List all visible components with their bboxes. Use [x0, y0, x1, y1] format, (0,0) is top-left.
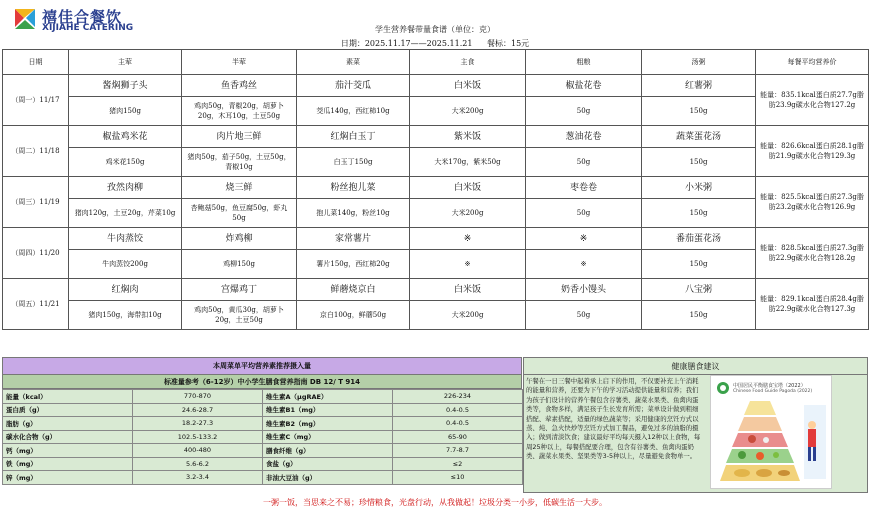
nutrient-name: 维生素C（mg） [263, 430, 393, 444]
dish-staple: ※ [410, 228, 526, 250]
dish-staple: 白米饭 [410, 279, 526, 301]
day-dish-row [3, 228, 869, 250]
ingredient-staple: 大米170g，紫米50g [410, 148, 526, 177]
ingredient-half-meat: 杏鲍菇50g，鱼豆腐50g，虾丸50g [182, 199, 297, 228]
dish-soup: 番茄蛋花汤 [642, 228, 756, 250]
day-nutrition: 能量：829.1kcal蛋白质28.4g脂肪22.9g碳水化合物127.3g [756, 279, 869, 330]
nutrient-name: 碳水化合物（g） [3, 430, 133, 444]
ingredient-vegetable: 薯片150g，西红柿20g [297, 250, 410, 279]
dish-main-meat: 牛肉蒸饺 [69, 228, 182, 250]
ingredient-half-meat: 鸡柳150g [182, 250, 297, 279]
advice-text: 午餐在一日三餐中起着承上启下的作用，不仅要补充上午消耗的能量和营养，还要为下午的学习活动提供能量和营养；我们为孩子们设计的营养午餐包含谷薯类、蔬菜水果类、鱼禽肉蛋类等，食物多样，满足孩子生长发育所需；菜单设计做到粗细搭配、荤素搭配，适量的绿色蔬菜等；采用健康的烹饪方式以蒸、炖、急火快炒等烹饪方式加工餐品，避免过多的油脂的摄入；做到清淡饮食；建议最好平均每天摄入12种以上食物，每周25种以上，每餐搭配要合理，包含有谷薯类、鱼禽肉蛋奶类、蔬菜水果类、坚果类等3-5种以上，尽量避免食物单一。 [526, 377, 701, 461]
nutrient-name: 非油大豆油（g） [263, 471, 393, 485]
ingredient-vegetable: 京白100g，鲜蘑50g [297, 301, 410, 330]
nutrient-panel-header: 本周菜单平均营养素推荐摄入量 [2, 357, 522, 375]
ingredient-coarse-grain: ※ [526, 250, 642, 279]
ingredient-main-meat: 牛肉蒸饺200g [69, 250, 182, 279]
day-dish-row [3, 177, 869, 199]
ingredient-coarse-grain: 50g [526, 301, 642, 330]
nutrient-range: 7.7-8.7 [393, 444, 523, 458]
ingredient-main-meat: 猪肉120g，土豆20g，芹菜10g [69, 199, 182, 228]
advice-panel [523, 357, 868, 493]
nutrient-row [3, 403, 523, 417]
day-dish-row [3, 75, 869, 97]
ingredient-staple: 大米200g [410, 301, 526, 330]
col-header-date: 日期 [3, 50, 69, 75]
advice-body [523, 375, 868, 493]
nutrient-name: 钙（mg） [3, 444, 133, 458]
nutrient-panel [2, 357, 522, 493]
day-date: （周五）11/21 [3, 279, 69, 330]
dish-coarse-grain: 葱油花卷 [526, 126, 642, 148]
nutrient-name: 膳食纤维（g） [263, 444, 393, 458]
ingredient-half-meat: 鸡肉50g，青椒20g，胡萝卜20g，木耳10g，土豆50g [182, 97, 297, 126]
dish-main-meat: 孜然肉柳 [69, 177, 182, 199]
ingredient-coarse-grain: 50g [526, 97, 642, 126]
nutrient-range: 18.2-27.3 [133, 417, 263, 431]
nutrient-range: 770-870 [133, 390, 263, 404]
footer-slogan: 一粥一饭，当思来之不易；珍惜粮食，光盘行动，从我做起！垃圾分类一小步，低碳生活一大步。 [263, 498, 607, 507]
dish-staple: 白米饭 [410, 75, 526, 97]
nutrient-range: 65-90 [393, 430, 523, 444]
ingredient-soup: 150g [642, 250, 756, 279]
ingredient-coarse-grain: 50g [526, 199, 642, 228]
dish-half-meat: 烧三鲜 [182, 177, 297, 199]
nutrient-range: ≤2 [393, 457, 523, 471]
ingredient-coarse-grain: 50g [526, 148, 642, 177]
ingredient-staple: 大米200g [410, 199, 526, 228]
day-dish-row [3, 126, 869, 148]
dish-soup: 八宝粥 [642, 279, 756, 301]
date-range: 日期：2025.11.17——2025.11.21 [340, 39, 473, 48]
ingredient-main-meat: 猪肉150g，海带扣10g [69, 301, 182, 330]
nutrient-range: 3.2-3.4 [133, 471, 263, 485]
dish-half-meat: 鱼香鸡丝 [182, 75, 297, 97]
dish-vegetable: 鲜蘑烧京白 [297, 279, 410, 301]
dish-soup: 蔬菜蛋花汤 [642, 126, 756, 148]
nutrient-name: 脂肪（g） [3, 417, 133, 431]
nutrient-name: 锌（mg） [3, 471, 133, 485]
nutrient-range: 226-234 [393, 390, 523, 404]
col-header-half-meat: 半荤 [182, 50, 297, 75]
ingredient-vegetable: 白玉丁150g [297, 148, 410, 177]
col-header-coarse-grain: 粗粮 [526, 50, 642, 75]
nutrient-name: 食盐（g） [263, 457, 393, 471]
ingredient-soup: 150g [642, 301, 756, 330]
dish-coarse-grain: 椒盐花卷 [526, 75, 642, 97]
ingredient-main-meat: 猪肉150g [69, 97, 182, 126]
dish-half-meat: 肉片地三鲜 [182, 126, 297, 148]
col-header-vegetable: 素菜 [297, 50, 410, 75]
day-date: （周一）11/17 [3, 75, 69, 126]
day-date: （周四）11/20 [3, 228, 69, 279]
ingredient-soup: 150g [642, 97, 756, 126]
bottom-section [2, 357, 868, 493]
pagoda-subtitle: Chinese Food Guide Pagoda (2022) [733, 389, 813, 394]
ingredient-half-meat: 猪肉50g，茄子50g，土豆50g，青椒10g [182, 148, 297, 177]
dish-vegetable: 粉丝抱儿菜 [297, 177, 410, 199]
food-pagoda-image [710, 375, 832, 489]
dish-main-meat: 酱焖狮子头 [69, 75, 182, 97]
nutrient-name: 能量（kcal） [3, 390, 133, 404]
day-ingredient-row [3, 148, 869, 177]
dish-main-meat: 红焖肉 [69, 279, 182, 301]
nutrient-range: 0.4-0.5 [393, 417, 523, 431]
col-header-staple: 主食 [410, 50, 526, 75]
day-nutrition: 能量：825.5kcal蛋白质27.3g脂肪23.2g碳水化合物126.9g [756, 177, 869, 228]
day-nutrition: 能量：835.1kcal蛋白质27.7g脂肪23.9g碳水化合物127.2g [756, 75, 869, 126]
meal-fee: 餐标：15元 [486, 39, 530, 48]
nutrient-range: ≤10 [393, 471, 523, 485]
ingredient-main-meat: 鸡米花150g [69, 148, 182, 177]
nutrient-range: 24.6-28.7 [133, 403, 263, 417]
menu-table [2, 49, 869, 330]
ingredient-soup: 150g [642, 148, 756, 177]
dish-coarse-grain: ※ [526, 228, 642, 250]
dish-vegetable: 茄汁茭瓜 [297, 75, 410, 97]
page-title: 学生营养餐带量食谱（单位：克） [375, 25, 495, 34]
dish-staple: 紫米饭 [410, 126, 526, 148]
pagoda-title: 中国居民平衡膳食宝塔（2022） [733, 383, 806, 389]
date-line [0, 38, 870, 49]
day-nutrition: 能量：826.6kcal蛋白质28.1g脂肪21.9g碳水化合物129.3g [756, 126, 869, 177]
ingredient-staple: 大米200g [410, 97, 526, 126]
day-date: （周二）11/18 [3, 126, 69, 177]
dish-vegetable: 红焖白玉丁 [297, 126, 410, 148]
col-header-main-meat: 主荤 [69, 50, 182, 75]
nutrient-row [3, 390, 523, 404]
dish-coarse-grain: 奶香小馒头 [526, 279, 642, 301]
ingredient-vegetable: 抱儿菜140g，粉丝10g [297, 199, 410, 228]
col-header-soup: 汤粥 [642, 50, 756, 75]
nutrient-range: 400-480 [133, 444, 263, 458]
nutrient-range: 102.5-133.2 [133, 430, 263, 444]
day-ingredient-row [3, 250, 869, 279]
dish-half-meat: 炸鸡柳 [182, 228, 297, 250]
ingredient-soup: 150g [642, 199, 756, 228]
day-ingredient-row [3, 301, 869, 330]
nutrient-row [3, 471, 523, 485]
nutrient-table [2, 389, 523, 485]
nutrient-name: 铁（mg） [3, 457, 133, 471]
nutrient-name: 维生素A（μgRAE） [263, 390, 393, 404]
ingredient-vegetable: 茭瓜140g，西红柿10g [297, 97, 410, 126]
day-ingredient-row [3, 199, 869, 228]
ingredient-half-meat: 鸡肉50g，黄瓜30g，胡萝卜20g，土豆50g [182, 301, 297, 330]
day-ingredient-row [3, 97, 869, 126]
dish-half-meat: 宫爆鸡丁 [182, 279, 297, 301]
day-date: （周三）11/19 [3, 177, 69, 228]
dish-soup: 小米粥 [642, 177, 756, 199]
header-row [3, 50, 869, 75]
pagoda-illustration [712, 395, 830, 487]
nutrient-row [3, 457, 523, 471]
nutrient-standard: 标准量参考（6-12岁）中小学生膳食营养指南 DB 12/ T 914 [2, 375, 522, 389]
nutrient-row [3, 417, 523, 431]
nutrient-name: 维生素B1（mg） [263, 403, 393, 417]
nutrient-range: 0.4-0.5 [393, 403, 523, 417]
dish-main-meat: 椒盐鸡米花 [69, 126, 182, 148]
dish-vegetable: 家常薯片 [297, 228, 410, 250]
ingredient-staple: ※ [410, 250, 526, 279]
pagoda-logo-icon [716, 381, 730, 395]
dish-staple: 白米饭 [410, 177, 526, 199]
nutrient-range: 5.6-6.2 [133, 457, 263, 471]
col-header-nutrition: 每餐平均营养价 [756, 50, 869, 75]
dish-coarse-grain: 枣卷卷 [526, 177, 642, 199]
nutrient-row [3, 430, 523, 444]
advice-header: 健康膳食建议 [523, 357, 868, 375]
brand-name-cn: 禧佳合餐饮 [42, 8, 123, 26]
day-dish-row [3, 279, 869, 301]
nutrient-name: 维生素B2（mg） [263, 417, 393, 431]
day-nutrition: 能量：828.5kcal蛋白质27.3g脂肪22.9g碳水化合物128.2g [756, 228, 869, 279]
dish-soup: 红薯粥 [642, 75, 756, 97]
brand-name-en: XIJIAHE CATERING [42, 23, 134, 33]
nutrient-name: 蛋白质（g） [3, 403, 133, 417]
nutrient-row [3, 444, 523, 458]
